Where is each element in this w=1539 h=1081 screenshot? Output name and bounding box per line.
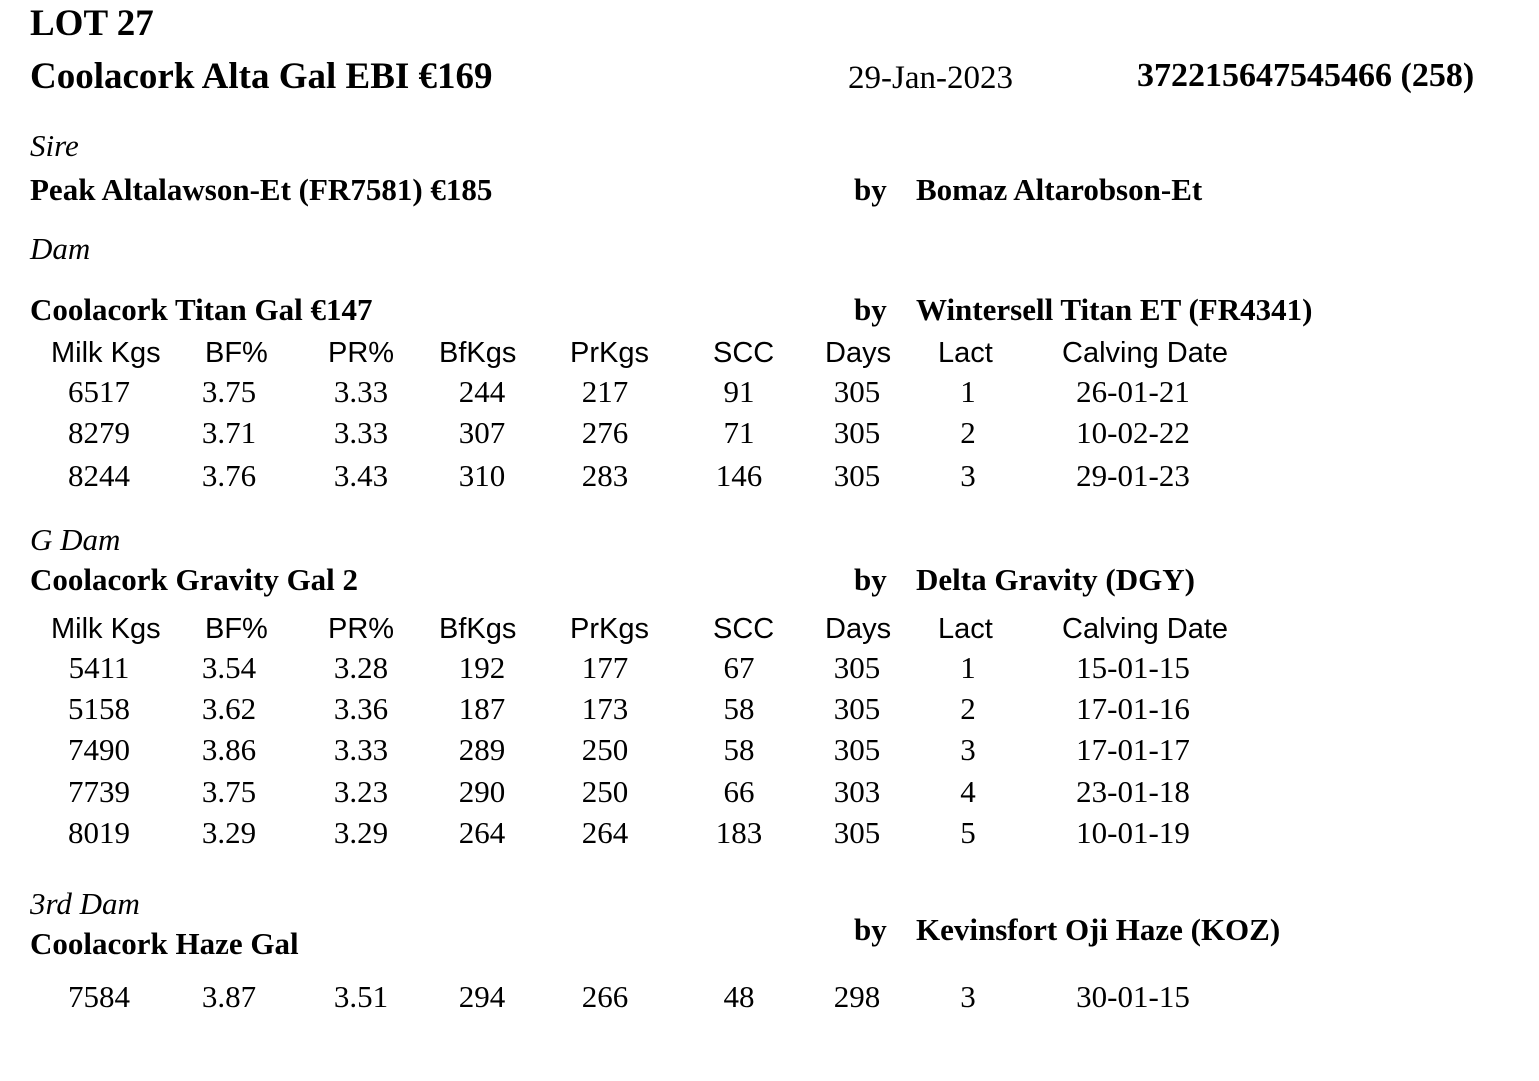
cell-bf-kgs: 307 [458,415,506,450]
cell-bf-pct: 3.62 [201,691,257,726]
cell-pr-pct: 3.33 [333,732,389,767]
cell-bf-pct: 3.71 [201,415,257,450]
lot-number: LOT 27 [30,3,154,44]
cell-days: 305 [833,650,881,685]
cell-milk-kgs: 5411 [68,650,130,685]
cell-pr-kgs: 173 [581,691,629,726]
g-dam-by-word: by [854,562,887,597]
cell-days: 305 [833,458,881,493]
cell-milk-kgs: 8019 [68,815,130,850]
cell-bf-kgs: 310 [458,458,506,493]
cell-scc: 183 [715,815,763,850]
cell-pr-kgs: 264 [581,815,629,850]
cell-lact: 2 [960,691,976,726]
cell-lact: 4 [960,774,976,809]
cell-bf-kgs: 289 [458,732,506,767]
cell-calving-date: 10-02-22 [1076,415,1190,450]
cell-pr-pct: 3.43 [333,458,389,493]
cell-bf-pct: 3.75 [201,374,257,409]
cell-scc: 58 [723,732,755,767]
cell-bf-kgs: 294 [458,979,506,1014]
cell-milk-kgs: 6517 [68,374,130,409]
column-header-milk-kgs: Milk Kgs [51,613,161,645]
cell-pr-kgs: 283 [581,458,629,493]
cell-days: 305 [833,815,881,850]
column-header-days: Days [825,337,892,369]
third-dam-name: Coolacork Haze Gal [30,926,299,961]
cell-calving-date: 26-01-21 [1076,374,1190,409]
cell-bf-kgs: 244 [458,374,506,409]
cell-lact: 5 [960,815,976,850]
column-header-lact: Lact [938,337,993,369]
animal-date: 29-Jan-2023 [848,60,1013,96]
cell-pr-pct: 3.33 [333,415,389,450]
column-header-bf-kgs: BfKgs [439,613,517,645]
cell-pr-pct: 3.28 [333,650,389,685]
column-header-calving-date: Calving Date [1062,337,1229,369]
cell-pr-pct: 3.29 [333,815,389,850]
third-dam-by-word: by [854,912,887,947]
cell-pr-kgs: 276 [581,415,629,450]
cell-days: 305 [833,374,881,409]
cell-pr-kgs: 177 [581,650,629,685]
cell-days: 305 [833,732,881,767]
cell-calving-date: 17-01-16 [1076,691,1190,726]
column-header-scc: SCC [713,613,775,645]
sire-by-name: Bomaz Altarobson-Et [916,172,1203,207]
cell-bf-pct: 3.29 [201,815,257,850]
cell-pr-kgs: 217 [581,374,629,409]
cell-milk-kgs: 8279 [68,415,130,450]
cell-scc: 66 [723,774,755,809]
animal-tag-number: 372215647545466 (258) [1137,57,1475,94]
cell-lact: 3 [960,732,976,767]
column-header-days: Days [825,613,892,645]
cell-days: 298 [833,979,881,1014]
cell-days: 305 [833,691,881,726]
cell-lact: 2 [960,415,976,450]
cell-milk-kgs: 8244 [68,458,130,493]
cell-bf-pct: 3.86 [201,732,257,767]
column-header-pr-pct: PR% [328,337,395,369]
cell-bf-kgs: 264 [458,815,506,850]
sire-by-word: by [854,172,887,207]
cell-lact: 1 [960,650,976,685]
cell-pr-kgs: 250 [581,732,629,767]
cell-scc: 71 [723,415,755,450]
column-header-bf-pct: BF% [205,337,268,369]
cell-bf-pct: 3.54 [201,650,257,685]
cell-bf-kgs: 187 [458,691,506,726]
dam-by-word: by [854,292,887,327]
column-header-bf-pct: BF% [205,613,268,645]
cell-calving-date: 29-01-23 [1076,458,1190,493]
cell-scc: 58 [723,691,755,726]
cell-scc: 67 [723,650,755,685]
cell-pr-kgs: 250 [581,774,629,809]
cell-bf-kgs: 290 [458,774,506,809]
g-dam-label: G Dam [30,522,121,557]
cell-bf-pct: 3.76 [201,458,257,493]
cell-bf-kgs: 192 [458,650,506,685]
cell-bf-pct: 3.75 [201,774,257,809]
cell-calving-date: 15-01-15 [1076,650,1190,685]
third-dam-by-name: Kevinsfort Oji Haze (KOZ) [916,912,1281,947]
column-header-bf-kgs: BfKgs [439,337,517,369]
cell-lact: 1 [960,374,976,409]
dam-label: Dam [30,231,91,266]
cell-milk-kgs: 5158 [68,691,130,726]
cell-calving-date: 17-01-17 [1076,732,1190,767]
cell-days: 305 [833,415,881,450]
cell-pr-pct: 3.51 [333,979,389,1014]
cell-bf-pct: 3.87 [201,979,257,1014]
cell-scc: 91 [723,374,755,409]
column-header-pr-kgs: PrKgs [570,613,649,645]
cell-milk-kgs: 7490 [68,732,130,767]
cell-pr-pct: 3.33 [333,374,389,409]
cell-pr-pct: 3.23 [333,774,389,809]
dam-by-name: Wintersell Titan ET (FR4341) [916,292,1313,327]
cell-calving-date: 30-01-15 [1076,979,1190,1014]
cell-days: 303 [833,774,881,809]
sire-name: Peak Altalawson-Et (FR7581) €185 [30,172,493,207]
g-dam-by-name: Delta Gravity (DGY) [916,562,1195,597]
cell-milk-kgs: 7584 [68,979,130,1014]
cell-calving-date: 23-01-18 [1076,774,1190,809]
third-dam-label: 3rd Dam [30,886,140,921]
animal-name-ebi: Coolacork Alta Gal EBI €169 [30,56,493,97]
column-header-calving-date: Calving Date [1062,613,1229,645]
column-header-milk-kgs: Milk Kgs [51,337,161,369]
cell-calving-date: 10-01-19 [1076,815,1190,850]
column-header-pr-kgs: PrKgs [570,337,649,369]
sire-label: Sire [30,128,79,163]
cell-lact: 3 [960,979,976,1014]
cell-pr-kgs: 266 [581,979,629,1014]
cell-scc: 48 [723,979,755,1014]
column-header-pr-pct: PR% [328,613,395,645]
dam-name: Coolacork Titan Gal €147 [30,292,373,327]
cell-scc: 146 [715,458,763,493]
cell-lact: 3 [960,458,976,493]
cell-milk-kgs: 7739 [68,774,130,809]
g-dam-name: Coolacork Gravity Gal 2 [30,562,359,597]
column-header-scc: SCC [713,337,775,369]
column-header-lact: Lact [938,613,993,645]
cell-pr-pct: 3.36 [333,691,389,726]
